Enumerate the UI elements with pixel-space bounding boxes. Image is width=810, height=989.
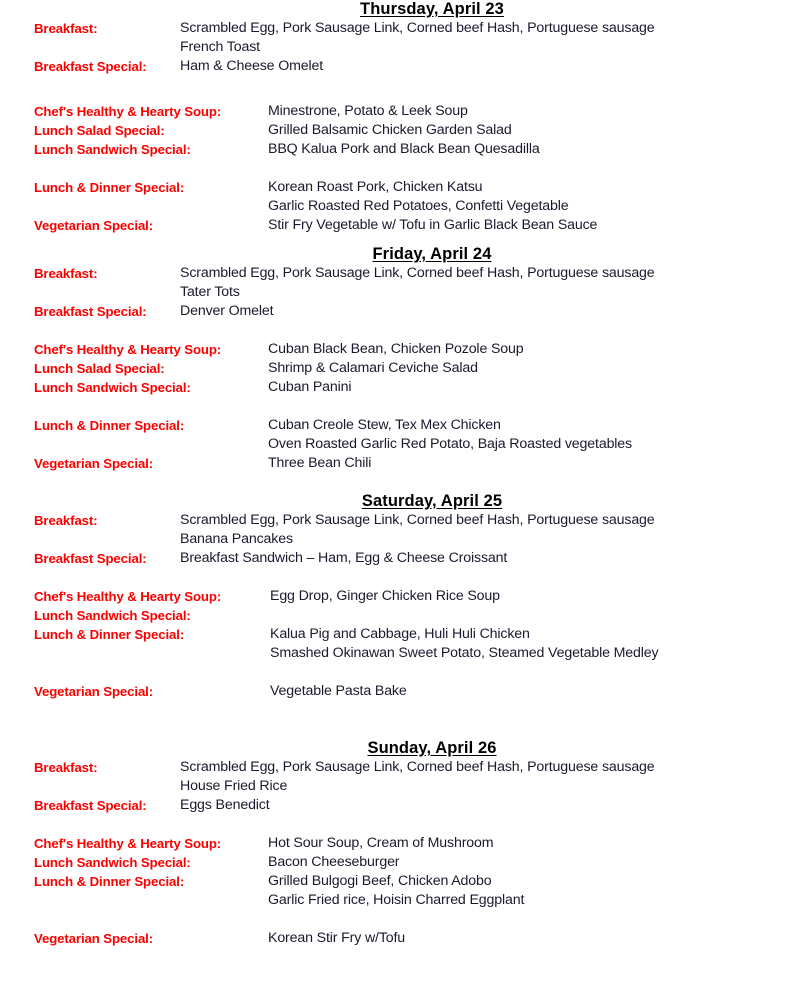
menu-row [0,872,810,910]
section-spacer [0,663,810,682]
menu-row-label: Breakfast: [34,760,98,775]
menu-row-label: Lunch Sandwich Special: [34,142,191,157]
menu-row-label: Vegetarian Special: [34,931,154,946]
day-heading [0,245,810,264]
value-line: Korean Roast Pork, Chicken Katsu [268,179,483,195]
day-heading-text: Friday, April 24 [372,245,492,263]
menu-row [0,178,810,216]
value-line: Scrambled Egg, Pork Sausage Link, Corned beef Hash, Portuguese sausage [180,759,655,775]
menu-row-label: Lunch & Dinner Special: [34,418,185,433]
menu-row [0,140,810,159]
value-line: Grilled Balsamic Chicken Garden Salad [268,122,512,138]
menu-row [0,102,810,121]
menu-row [0,853,810,872]
day-spacer [0,701,810,739]
menu-row-value [180,19,810,57]
value-line: Ham & Cheese Omelet [180,58,324,74]
menu-row-value [180,302,810,321]
menu-row-label: Lunch Sandwich Special: [34,380,191,395]
menu-row-label: Lunch Sandwich Special: [34,608,191,623]
lunch-group-a [0,834,810,910]
menu-row-value [180,549,810,568]
menu-row-value [268,121,810,140]
menu-row [0,121,810,140]
value-line: Garlic Roasted Red Potatoes, Confetti Vegetable [268,198,569,214]
menu-row-label: Chef's Healthy & Hearty Soup: [34,836,222,851]
menu-row-label: Breakfast Special: [34,551,147,566]
day-section-sunday [0,739,810,948]
menu-row-label: Lunch Salad Special: [34,123,165,138]
menu-row [0,606,810,625]
menu-row-label: Breakfast Special: [34,304,147,319]
day-heading [0,739,810,758]
menu-row-value [268,929,810,948]
menu-row [0,625,810,663]
menu-row-value [268,178,810,216]
menu-row-value [268,140,810,159]
value-line: House Fried Rice [180,778,288,794]
section-spacer [0,568,810,587]
menu-row-value [270,682,810,701]
menu-row-label: Chef's Healthy & Hearty Soup: [34,342,222,357]
section-spacer [0,76,810,102]
lunch-group-a [0,340,810,397]
value-line: Egg Drop, Ginger Chicken Rice Soup [270,588,500,604]
value-line: Scrambled Egg, Pork Sausage Link, Corned beef Hash, Portuguese sausage [180,265,655,281]
breakfast-group [0,758,810,815]
menu-row [0,454,810,473]
menu-row-label: Lunch Salad Special: [34,361,165,376]
menu-row-value [268,102,810,121]
breakfast-group [0,264,810,321]
value-line: Scrambled Egg, Pork Sausage Link, Corned beef Hash, Portuguese sausage [180,512,655,528]
menu-row-label: Breakfast: [34,21,98,36]
value-line: Grilled Bulgogi Beef, Chicken Adobo [268,873,492,889]
lunch-group-b [0,682,810,701]
menu-row-value [180,758,810,796]
value-line: Stir Fry Vegetable w/ Tofu in Garlic Black Bean Sauce [268,217,598,233]
menu-row-label: Vegetarian Special: [34,684,154,699]
menu-row-label: Breakfast: [34,513,98,528]
value-line: Shrimp & Calamari Ceviche Salad [268,360,478,376]
menu-row [0,929,810,948]
menu-row-label: Vegetarian Special: [34,218,154,233]
menu-row [0,57,810,76]
menu-row-value [268,359,810,378]
menu-row-value [268,216,810,235]
menu-row [0,834,810,853]
value-line: Bacon Cheeseburger [268,854,400,870]
menu-row [0,796,810,815]
menu-row [0,359,810,378]
menu-row-label: Vegetarian Special: [34,456,154,471]
lunch-group-b [0,416,810,473]
value-line: Garlic Fried rice, Hoisin Charred Eggplant [268,892,525,908]
section-spacer [0,397,810,416]
value-line: Banana Pancakes [180,531,293,547]
value-line: Vegetable Pasta Bake [270,683,407,699]
menu-row-label: Breakfast Special: [34,798,147,813]
value-line: Cuban Black Bean, Chicken Pozole Soup [268,341,524,357]
menu-row-label: Lunch & Dinner Special: [34,874,185,889]
menu-row [0,549,810,568]
menu-row-label: Lunch Sandwich Special: [34,855,191,870]
menu-row [0,511,810,549]
menu-row [0,682,810,701]
value-line: Minestrone, Potato & Leek Soup [268,103,468,119]
menu-row-label: Breakfast: [34,266,98,281]
section-spacer [0,815,810,834]
day-heading [0,492,810,511]
value-line: Denver Omelet [180,303,274,319]
value-line: French Toast [180,39,260,55]
menu-row-value [180,796,810,815]
value-line: Kalua Pig and Cabbage, Huli Huli Chicken [270,626,530,642]
menu-row [0,758,810,796]
menu-row-label: Breakfast Special: [34,59,147,74]
day-section-friday [0,245,810,473]
value-line: Korean Stir Fry w/Tofu [268,930,406,946]
day-spacer [0,473,810,492]
menu-row-label: Lunch & Dinner Special: [34,627,185,642]
value-line: Oven Roasted Garlic Red Potato, Baja Roasted vegetables [268,436,632,452]
menu-row [0,587,810,606]
menu-row [0,264,810,302]
day-heading-text: Saturday, April 25 [361,492,503,510]
section-spacer [0,321,810,340]
menu-row [0,216,810,235]
day-section-saturday [0,492,810,701]
menu-row-value [180,57,810,76]
menu-row-label: Chef's Healthy & Hearty Soup: [34,589,222,604]
menu-row-value [268,416,810,454]
lunch-group-a [0,102,810,159]
day-section-thursday [0,0,810,235]
menu-row [0,416,810,454]
section-spacer [0,910,810,929]
menu-row-value [268,834,810,853]
day-heading [0,0,810,19]
breakfast-group [0,19,810,76]
value-line: Eggs Benedict [180,797,270,813]
menu-row-value [268,872,810,910]
menu-row-value [268,340,810,359]
value-line: Cuban Creole Stew, Tex Mex Chicken [268,417,501,433]
value-line: Breakfast Sandwich – Ham, Egg & Cheese Croissant [180,550,508,566]
menu-row-value [268,853,810,872]
lunch-group-b [0,929,810,948]
menu-row-value [180,264,810,302]
menu-row-value [180,511,810,549]
menu-row [0,19,810,57]
value-line: BBQ Kalua Pork and Black Bean Quesadilla [268,141,540,157]
lunch-group-a [0,587,810,663]
menu-row-value [268,378,810,397]
day-heading-text: Thursday, April 23 [360,0,504,18]
value-line: Three Bean Chili [268,455,372,471]
breakfast-group [0,511,810,568]
day-spacer [0,235,810,245]
value-line: Cuban Panini [268,379,352,395]
value-line: Scrambled Egg, Pork Sausage Link, Corned beef Hash, Portuguese sausage [180,20,655,36]
menu-row-value [270,625,810,663]
value-line: Smashed Okinawan Sweet Potato, Steamed Vegetable Medley [270,645,659,661]
menu-row [0,378,810,397]
value-line: Tater Tots [180,284,240,300]
value-line: Hot Sour Soup, Cream of Mushroom [268,835,494,851]
section-spacer [0,159,810,178]
menu-row-value [268,454,810,473]
day-heading-text: Sunday, April 26 [367,739,497,757]
menu-row [0,302,810,321]
menu-row-value [270,587,810,606]
menu-row-label: Lunch & Dinner Special: [34,180,185,195]
menu-row [0,340,810,359]
menu-row-label: Chef's Healthy & Hearty Soup: [34,104,222,119]
lunch-group-b [0,178,810,235]
